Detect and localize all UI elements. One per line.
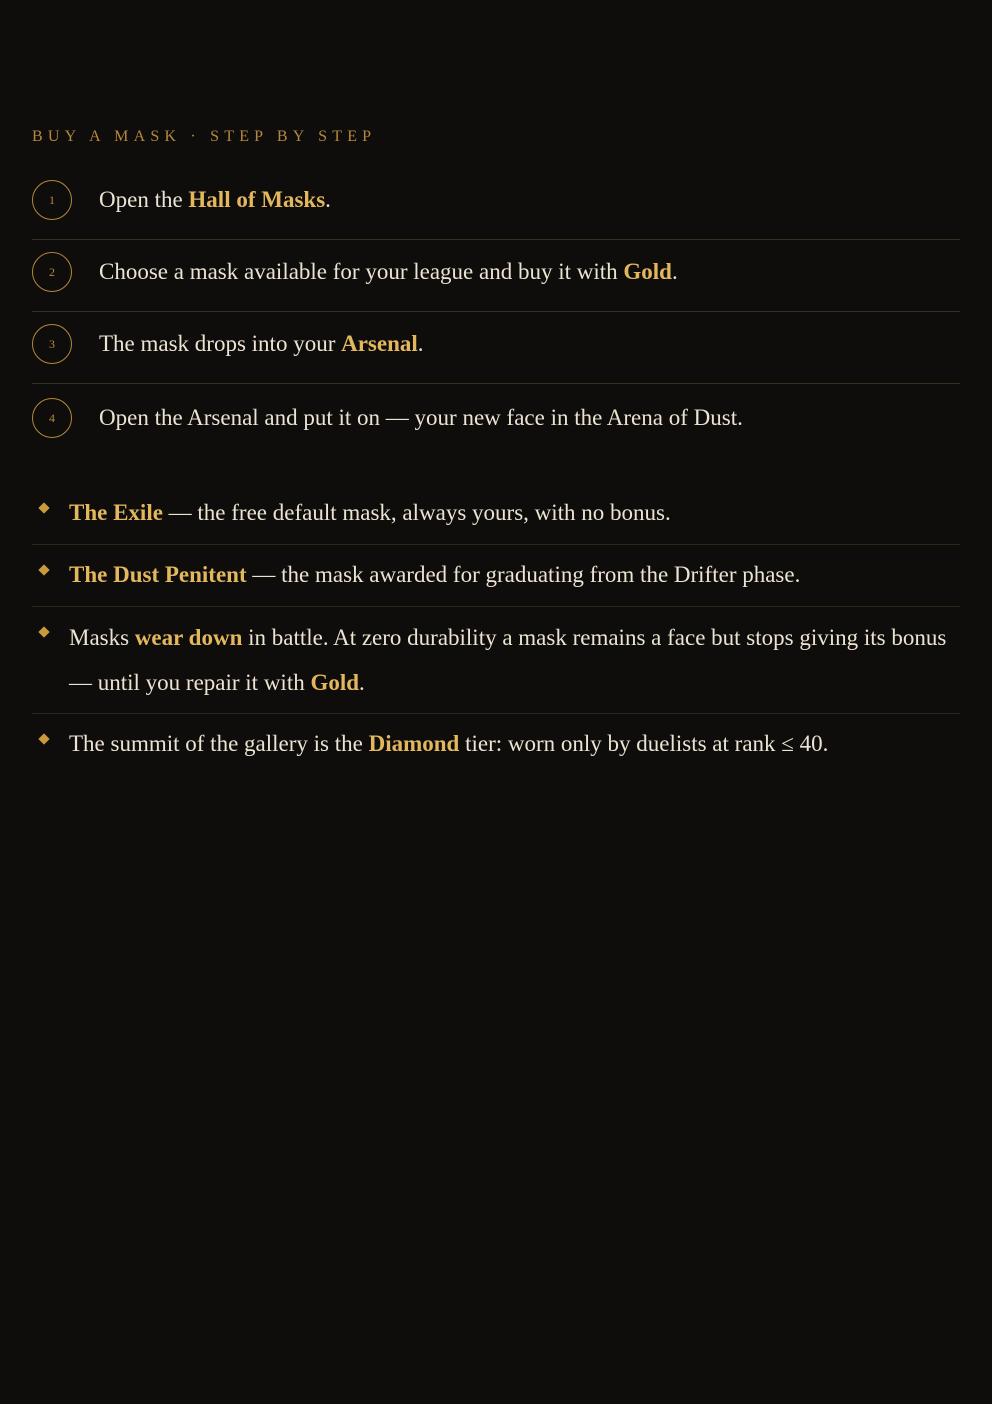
step-number-icon: 1 [32, 180, 72, 220]
gold-highlight: Gold [623, 259, 672, 284]
step-text-post: . [325, 187, 331, 212]
step-item [32, 384, 960, 460]
step-item [32, 240, 960, 312]
note-item [32, 483, 960, 545]
note-item [32, 545, 960, 607]
step-item [32, 312, 960, 384]
note-text: . [359, 670, 365, 695]
arsenal-link[interactable]: Arsenal [341, 331, 418, 356]
notes-list [32, 483, 960, 775]
steps-list [32, 168, 960, 460]
note-highlight: wear down [134, 625, 243, 650]
diamond-bullet-icon [38, 626, 49, 637]
step-item [32, 168, 960, 240]
note-item [32, 714, 960, 775]
step-number-icon: 4 [32, 398, 72, 438]
step-text-post: . [671, 259, 678, 284]
note-highlight: Gold [310, 670, 360, 695]
diamond-bullet-icon [38, 564, 49, 575]
step-text [99, 259, 678, 285]
section-eyebrow: BUY A MASK · STEP BY STEP [32, 128, 377, 145]
note-text: The summit of the gallery is the [69, 731, 369, 756]
step-number-icon: 2 [32, 252, 72, 292]
step-text-pre: Open the [99, 187, 189, 212]
note-highlight: The Exile [69, 500, 163, 525]
note-item [32, 607, 960, 714]
step-number-icon: 3 [32, 324, 72, 364]
step-text-pre: The mask drops into your [99, 331, 342, 356]
note-highlight: Diamond [368, 731, 460, 756]
note-text: — the free default mask, always yours, with no bonus. [162, 500, 671, 525]
hall-of-masks-link[interactable]: Hall of Masks [188, 187, 326, 212]
note-text: tier: worn only by duelists at rank ≤ 40. [459, 731, 829, 756]
step-text-post: . [417, 331, 424, 356]
step-text-pre: Open the Arsenal and put it on — your new face in the Arena of Dust. [99, 405, 743, 430]
step-text [99, 331, 424, 357]
diamond-bullet-icon [38, 733, 49, 744]
note-highlight: The Dust Penitent [69, 562, 247, 587]
step-text [99, 405, 743, 431]
diamond-bullet-icon [38, 502, 49, 513]
note-text: — the mask awarded for graduating from the Drifter phase. [246, 562, 801, 587]
note-text: in battle. At zero durability a mask remains a face but stops giving its bonus — until you repair it with [69, 625, 947, 695]
note-text: Masks [69, 625, 135, 650]
step-text-pre: Choose a mask available for your league and buy it with [99, 259, 624, 284]
step-text [99, 187, 331, 213]
